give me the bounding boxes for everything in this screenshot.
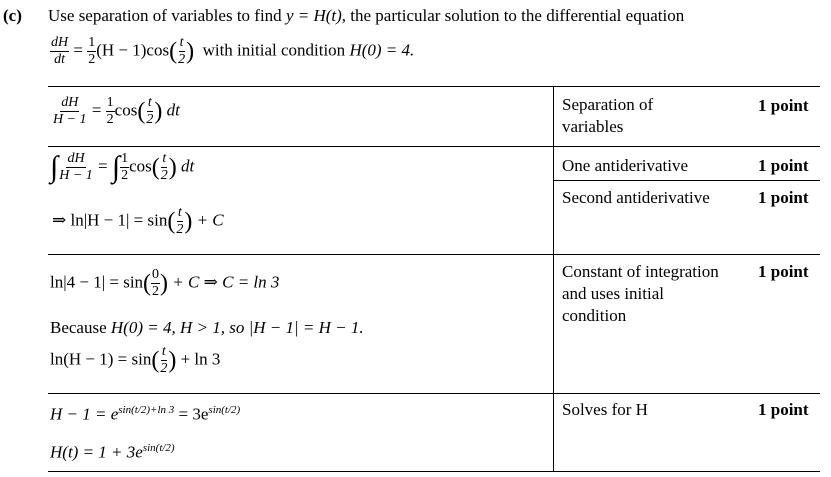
row3-line2 (50, 318, 364, 338)
c3-arg-den: 2 (160, 361, 168, 376)
int-coef-fraction (120, 152, 129, 183)
eq-lhs-den: dt (54, 52, 65, 67)
row2-result: ⇒ ln|H − 1| = sin( $\frac{t}{2}$ ) + C (52, 205, 224, 237)
sep-arg-fraction (145, 96, 154, 127)
sep-lhs-fraction (52, 96, 88, 127)
ic-text: with initial condition (202, 40, 346, 60)
row4-points: 1 point (758, 400, 809, 419)
row1-divider (48, 146, 820, 147)
row2-divider (48, 254, 820, 255)
int-num: dH (67, 151, 85, 166)
eq-arg-den: 2 (178, 52, 186, 67)
row1-work: $\frac{dH}{H - 1}$ = $\frac{1}{2}$ cos( $\frac{t}{2}$ ) dt (53, 95, 180, 127)
row2-points-1: 1 point (758, 156, 809, 175)
c1-arg-num: 0 (152, 267, 160, 282)
row1-points: 1 point (758, 96, 809, 115)
int-dt: dt (181, 156, 195, 176)
row3-points: 1 point (758, 262, 809, 281)
c3-arg-fraction (159, 345, 168, 376)
eq-coef-den: 2 (88, 52, 96, 67)
c1-prefix: ln|4 − 1| = sin (50, 272, 144, 292)
row3-line3: ln(H − 1) = sin( $\frac{t}{2}$ ) + ln 3 (50, 344, 221, 376)
c3-prefix: ln(H − 1) = sin (50, 349, 152, 369)
eq-body: (H − 1)cos (96, 40, 170, 60)
c1-arg-fraction (151, 268, 160, 299)
sep-coef-fraction (106, 96, 115, 127)
intro-math: y = H(t), (285, 6, 347, 25)
row3-criterion: Constant of integration and uses initial condition (562, 262, 719, 325)
eq-lhs-fraction (50, 36, 69, 67)
s1-exp2: sin(t/2) (208, 404, 241, 416)
s1-lhs: H − 1 = e (50, 404, 119, 424)
int-coef-den: 2 (121, 168, 129, 183)
int-coef-num: 1 (121, 151, 129, 166)
sep-arg-den: 2 (146, 112, 154, 127)
eq-coef-fraction (87, 36, 96, 67)
s2-exp: sin(t/2) (142, 442, 175, 454)
res-arg-num: t (177, 205, 182, 220)
row2-integral: ∫ $\frac{dH}{H - 1}$ = ∫ $\frac{1}{2}$ cos( $\frac{t}{2}$ ) dt (50, 150, 195, 184)
intro-tail: the particular solution to the differential equation (350, 6, 685, 25)
table-bottom-border (48, 471, 820, 472)
int-arg-den: 2 (160, 168, 168, 183)
int-cos: cos (129, 156, 152, 176)
res-tail: + C (196, 210, 224, 230)
row2-criterion-1: One antiderivative (562, 156, 689, 175)
int-arg-num: t (162, 151, 167, 166)
c3-tail: + ln 3 (180, 349, 221, 369)
int-lhs-fraction (58, 152, 94, 183)
intro-text: Use separation of variables to find (48, 6, 282, 25)
row4-line2 (50, 442, 175, 463)
int-den: H − 1 (59, 168, 93, 183)
c3-arg-num: t (161, 344, 166, 359)
row1-criterion: Separation of variables (562, 95, 654, 136)
res-prefix: ⇒ ln|H − 1| = sin (52, 210, 168, 230)
eq-coef-num: 1 (88, 35, 96, 50)
eq-arg-fraction (177, 36, 186, 67)
c2-text: Because (50, 318, 107, 337)
sep-arg-num: t (147, 95, 152, 110)
differential-equation: $\frac{dH}{dt}$ = $\frac{1}{2}$ (H − 1)cos( $\frac{t}{2}$ ) with initial condition H(0) = 4. (51, 35, 415, 67)
sep-coef-den: 2 (106, 112, 114, 127)
row2-points-2: 1 point (758, 188, 809, 207)
row4-line1 (50, 404, 240, 425)
column-divider (553, 86, 554, 472)
res-arg-den: 2 (176, 222, 184, 237)
sep-cos: cos (114, 100, 138, 120)
s2-lhs: H(t) = 1 + 3e (50, 442, 143, 462)
c1-arg-den: 2 (152, 284, 160, 299)
ic-math: H(0) = 4. (349, 40, 415, 60)
row2-criterion-2: Second antiderivative (562, 188, 710, 207)
sep-dt: dt (166, 100, 180, 120)
row4-criterion: Solves for H (562, 400, 648, 419)
s1-exp: sin(t/2)+ln 3 (118, 404, 175, 416)
c1-tail: + C ⇒ C = ln 3 (172, 272, 280, 292)
int-arg-fraction (160, 152, 169, 183)
row2-inner-divider (553, 180, 820, 181)
eq-lhs-num: dH (51, 35, 69, 50)
c2-math: H(0) = 4, H > 1, so |H − 1| = H − 1. (110, 318, 364, 337)
sep-num: dH (61, 95, 79, 110)
table-top-border (48, 86, 820, 87)
res-arg-fraction (175, 206, 184, 237)
eq-arg-num: t (179, 35, 184, 50)
sep-den: H − 1 (53, 112, 87, 127)
row3-line1: ln|4 − 1| = sin( $\frac{0}{2}$ ) + C ⇒ C = ln 3 (50, 267, 280, 299)
problem-statement-line1 (48, 6, 684, 26)
row3-divider (48, 393, 820, 394)
s1-mid: = 3e (174, 404, 209, 424)
sep-coef-num: 1 (106, 95, 114, 110)
part-label: (c) (3, 6, 22, 25)
